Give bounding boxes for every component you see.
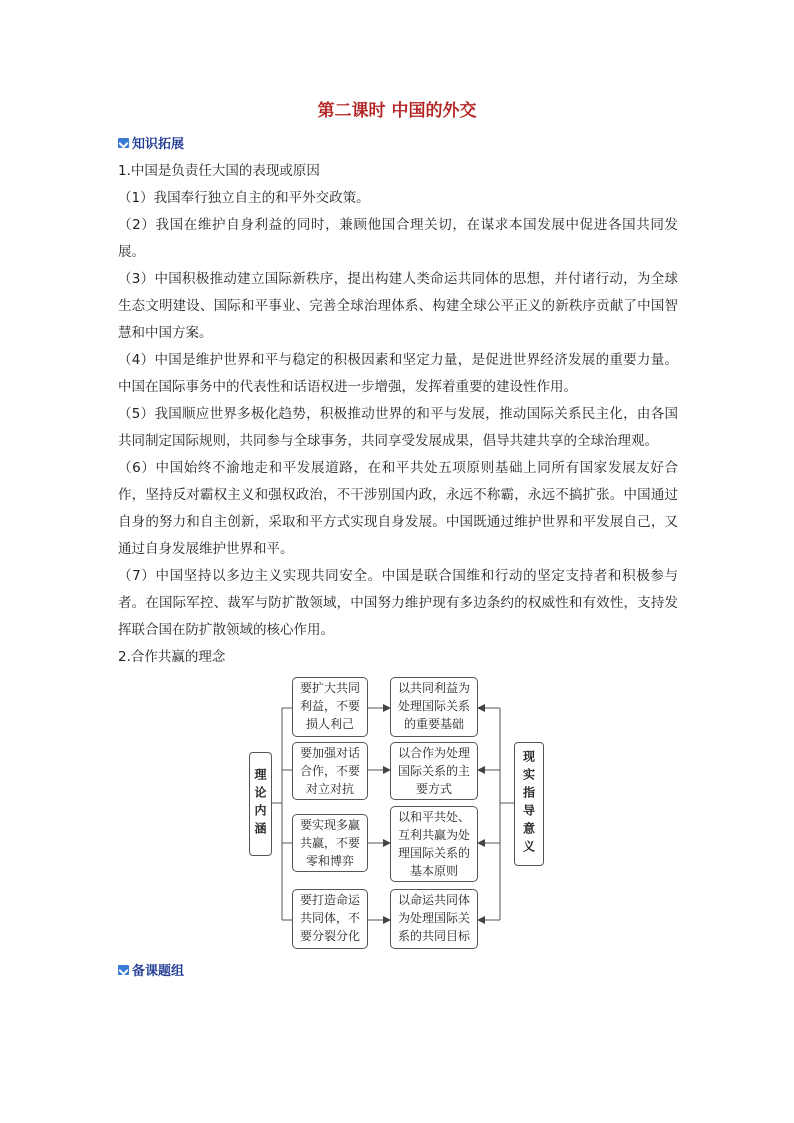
section-lesson-exercises — [118, 960, 184, 979]
section-knowledge-label: 知识拓展 — [132, 137, 185, 152]
practice-box-1: 以共同利益为处理国际关系的重要基础 — [390, 677, 478, 737]
theory-label-box: 理论内涵 — [249, 752, 272, 856]
theory-box-4: 要打造命运共同体，不要分裂分化 — [292, 889, 368, 949]
knowledge-content — [118, 158, 678, 671]
section-marker-icon — [118, 138, 129, 148]
theory-box-3: 要实现多赢共赢，不要零和博弈 — [292, 814, 368, 872]
section-exercises-label: 备课题组 — [132, 964, 185, 979]
paragraph-6: （6）中国始终不渝地走和平发展道路，在和平共处五项原则基础上同所有国家发展友好合作，坚持反对霸权主义和强权政治，不干涉别国内政，永远不称霸，永远不搞扩张。中国通过自身的努力和自主创新，采取和平方式实现自身发展。中国既通过维护世界和平发展自己，又通过自身发展维护世界和平。 — [118, 460, 678, 557]
section-knowledge-expansion — [118, 133, 184, 152]
theory-box-1: 要扩大共同利益，不要损人利己 — [292, 677, 368, 737]
paragraph-1: （1）我国奉行独立自主的和平外交政策。 — [118, 190, 370, 206]
practice-box-3: 以和平共处、互利共赢为处理国际关系的基本原则 — [390, 806, 478, 882]
paragraph-2: （2）我国在维护自身利益的同时，兼顾他国合理关切，在谋求本国发展中促进各国共同发展。 — [118, 217, 678, 260]
practice-label-box: 现实指导意义 — [514, 742, 544, 866]
paragraph-4: （4）中国是维护世界和平与稳定的积极因素和坚定力量，是促进世界经济发展的重要力量。中国在国际事务中的代表性和话语权进一步增强，发挥着重要的建设性作用。 — [118, 352, 678, 395]
theory-box-2: 要加强对话合作，不要对立对抗 — [292, 742, 368, 800]
heading-responsible-power: 1.中国是负责任大国的表现或原因 — [118, 163, 320, 179]
paragraph-7: （7）中国坚持以多边主义实现共同安全。中国是联合国维和行动的坚定支持者和积极参与者。在国际军控、裁军与防扩散领域，中国努力维护现有多边条约的权威性和有效性，支持发挥联合国在防扩散领域的核心作用。 — [118, 568, 678, 638]
paragraph-5: （5）我国顺应世界多极化趋势，积极推动世界的和平与发展，推动国际关系民主化，由各国共同制定国际规则，共同参与全球事务，共同享受发展成果，倡导共建共享的全球治理观。 — [118, 406, 678, 449]
page-title: 第二课时 中国的外交 — [317, 101, 477, 121]
practice-box-4: 以命运共同体为处理国际关系的共同目标 — [390, 889, 478, 949]
paragraph-3: （3）中国积极推动建立国际新秩序，提出构建人类命运共同体的思想，并付诸行动，为全球生态文明建设、国际和平事业、完善全球治理体系、构建全球公平正义的新秩序贡献了中国智慧和中国方案。 — [118, 271, 678, 341]
heading-win-win-concept: 2.合作共赢的理念 — [118, 649, 226, 665]
practice-box-2: 以合作为处理国际关系的主要方式 — [390, 742, 478, 800]
section-marker-icon — [118, 965, 129, 975]
